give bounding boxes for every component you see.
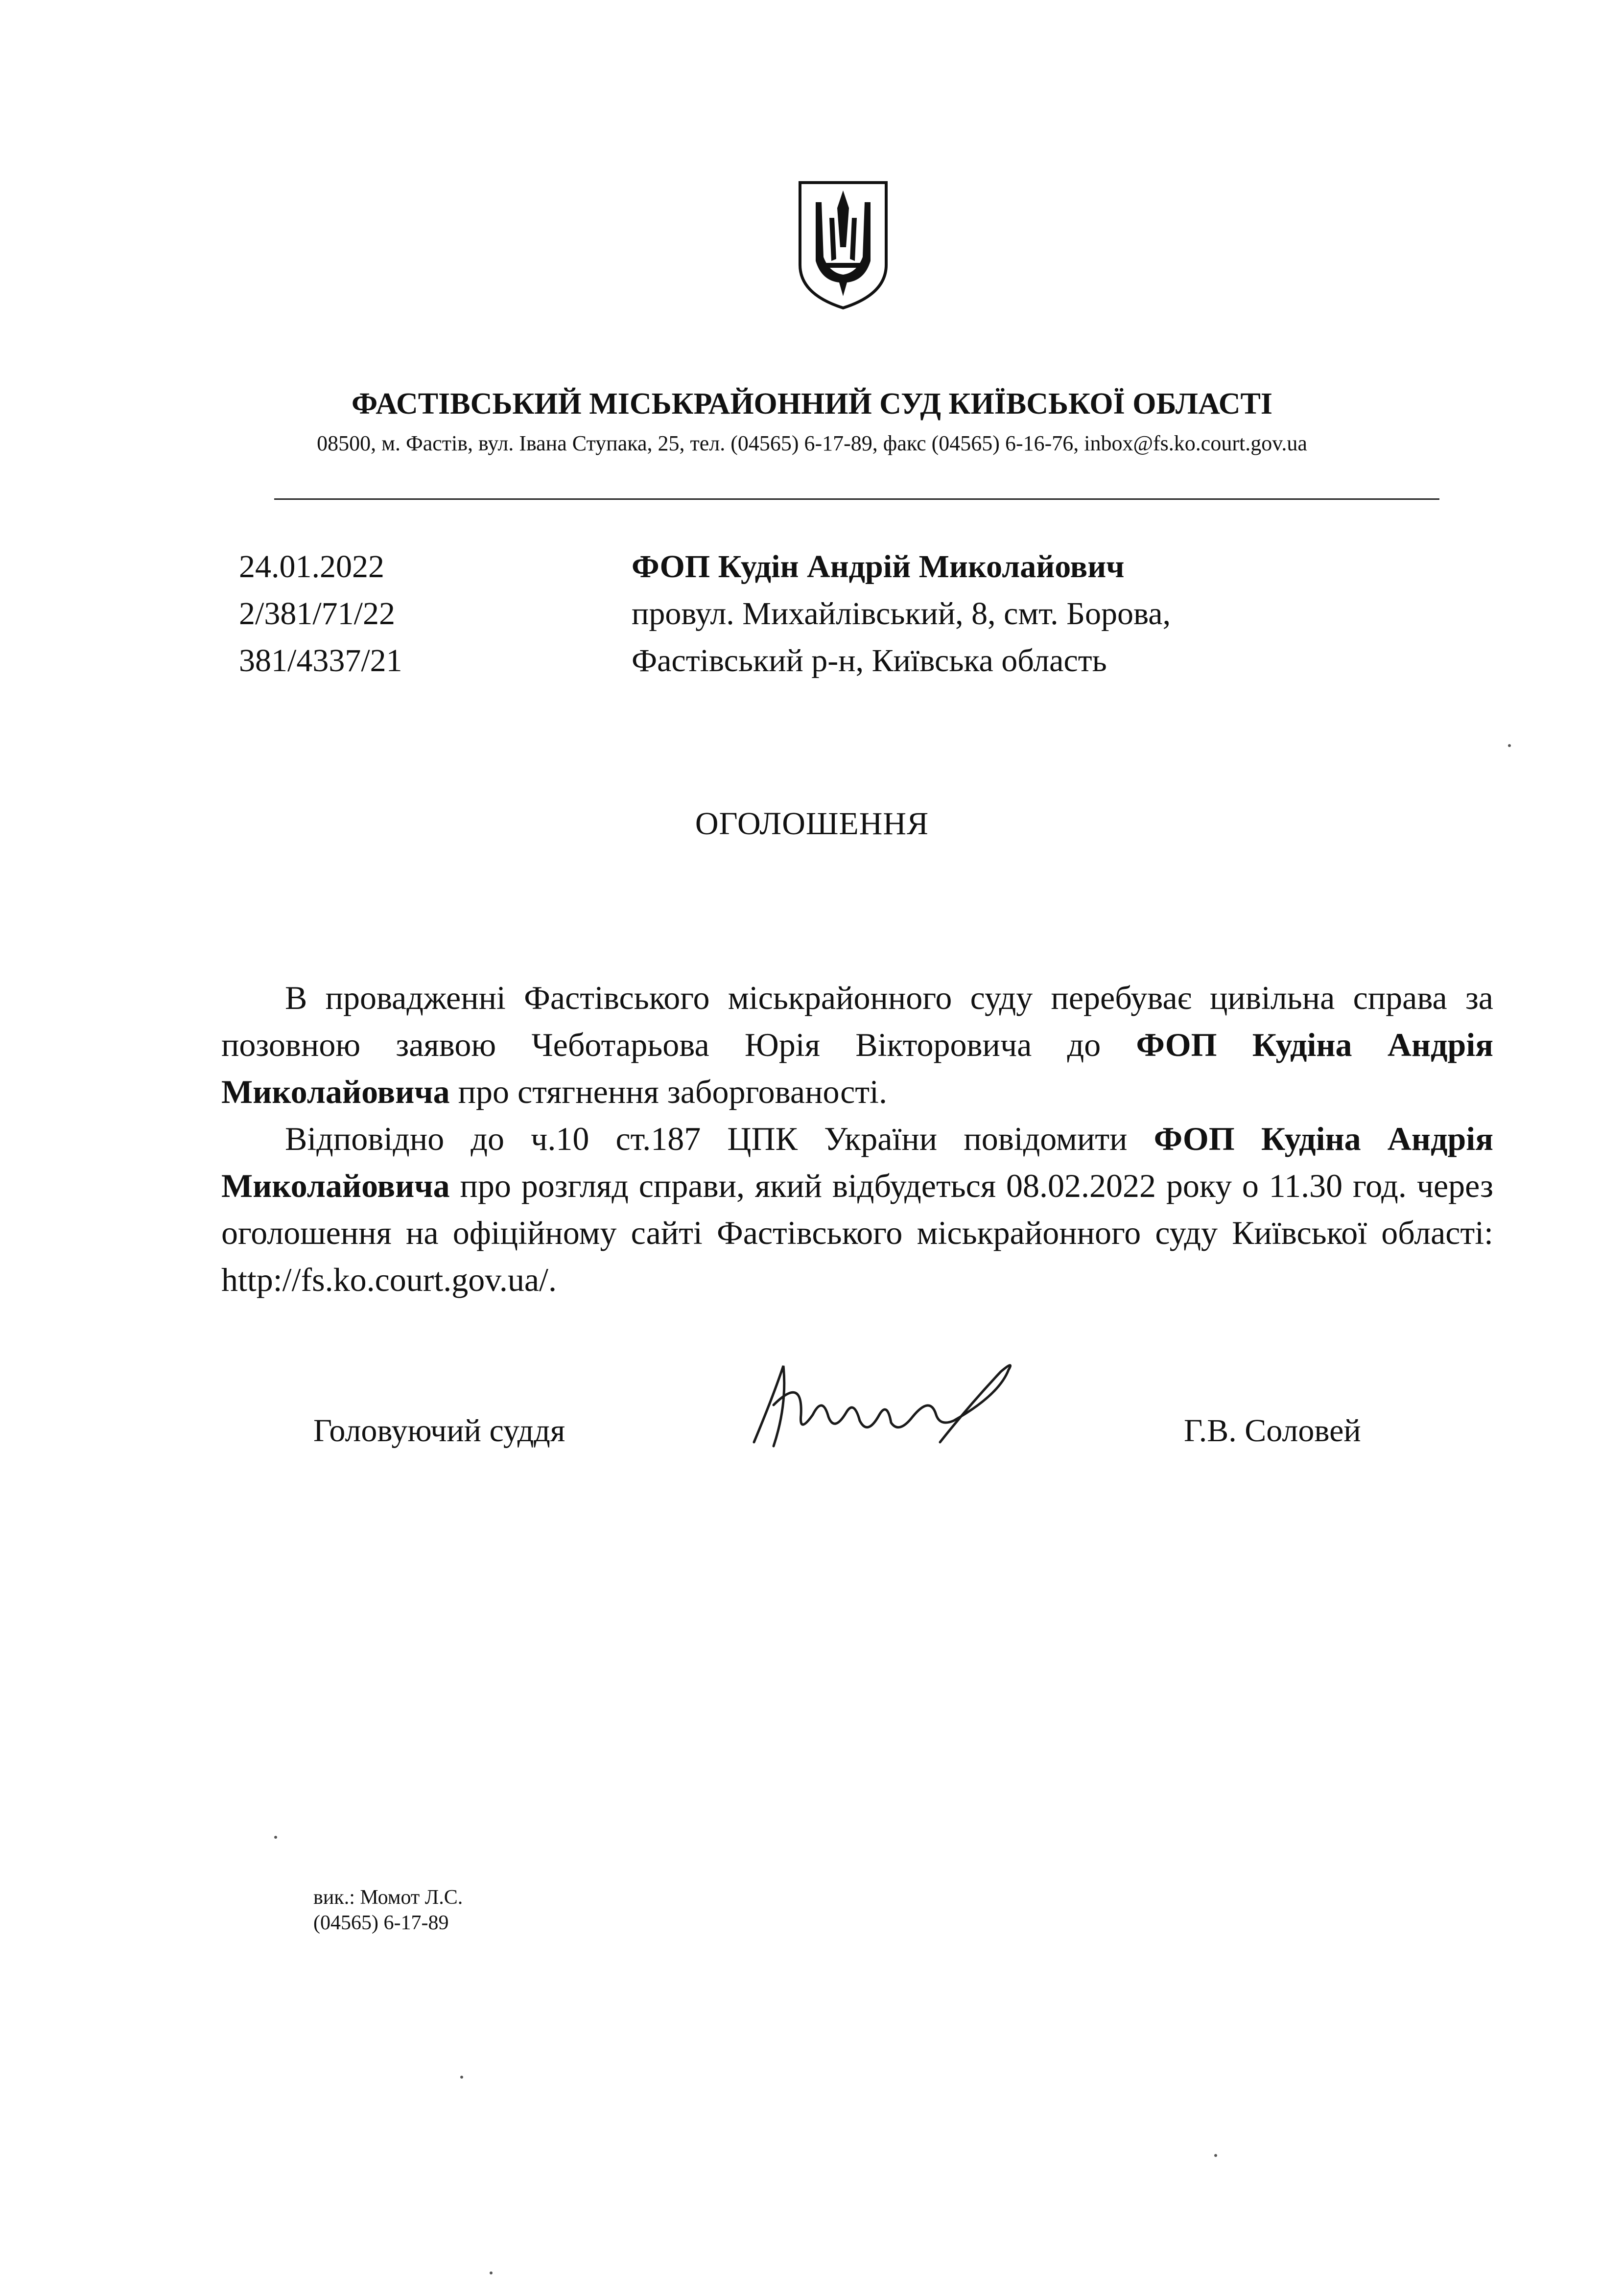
body-paragraph-1 [221, 974, 1493, 1115]
recipient-block [632, 543, 1171, 684]
p2-text-a: Відповідно до ч.10 ст.187 ЦПК України повідомити [285, 1120, 1154, 1157]
case-number: 381/4337/21 [239, 643, 402, 679]
recipient-address-line1: провул. Михайлівський, 8, смт. Борова, [632, 596, 1171, 632]
executor-name: вик.: Момот Л.С. [313, 1886, 463, 1909]
handwritten-signature [744, 1356, 1028, 1454]
p1-defendant: ФОП Кудіна Андрія Миколайовича [221, 1026, 1494, 1110]
outgoing-number: 2/381/71/22 [239, 596, 396, 632]
recipient-name: ФОП Кудін Андрій Миколайович [632, 549, 1125, 585]
p2-text-b: про розгляд справи, який відбудеться 08.02.2022 року о 11.30 год. через оголошення на офіційному сайті Фастівського міськрайонного суду Київської області: http://fs.ko.court.gov.ua/. [221, 1167, 1493, 1298]
document-refs [239, 543, 402, 684]
body-paragraph-2 [221, 1115, 1493, 1303]
document-date: 24.01.2022 [239, 549, 384, 585]
recipient-address-line2: Фастівський р-н, Київська область [632, 643, 1107, 679]
p1-text-a: В провадженні Фастівського міськрайонного суду перебуває цивільна справа за позовною заявою Чеботарьова Юрія Вікторовича до [221, 979, 1493, 1063]
executor-block [313, 1885, 463, 1936]
judge-position: Головуючий суддя [313, 1413, 565, 1449]
judge-name: Г.В. Соловей [1184, 1413, 1361, 1449]
court-name: ФАСТІВСЬКИЙ МІСЬКРАЙОННИЙ СУД КИЇВСЬКОЇ ОБЛАСТІ [351, 387, 1273, 421]
document-title: ОГОЛОШЕННЯ [695, 806, 929, 842]
trident-icon [794, 179, 892, 311]
announcement-body [221, 974, 1493, 1303]
executor-phone: (04565) 6-17-89 [313, 1912, 449, 1934]
p1-text-b: про стягнення заборгованості. [449, 1073, 887, 1110]
court-contacts: 08500, м. Фастів, вул. Івана Ступака, 25, тел. (04565) 6-17-89, факс (04565) 6-16-76, inbox@fs.ko.court.gov.ua [317, 431, 1307, 455]
header-divider [274, 498, 1439, 500]
p2-defendant: ФОП Кудіна Андрія Миколайовича [221, 1120, 1493, 1204]
